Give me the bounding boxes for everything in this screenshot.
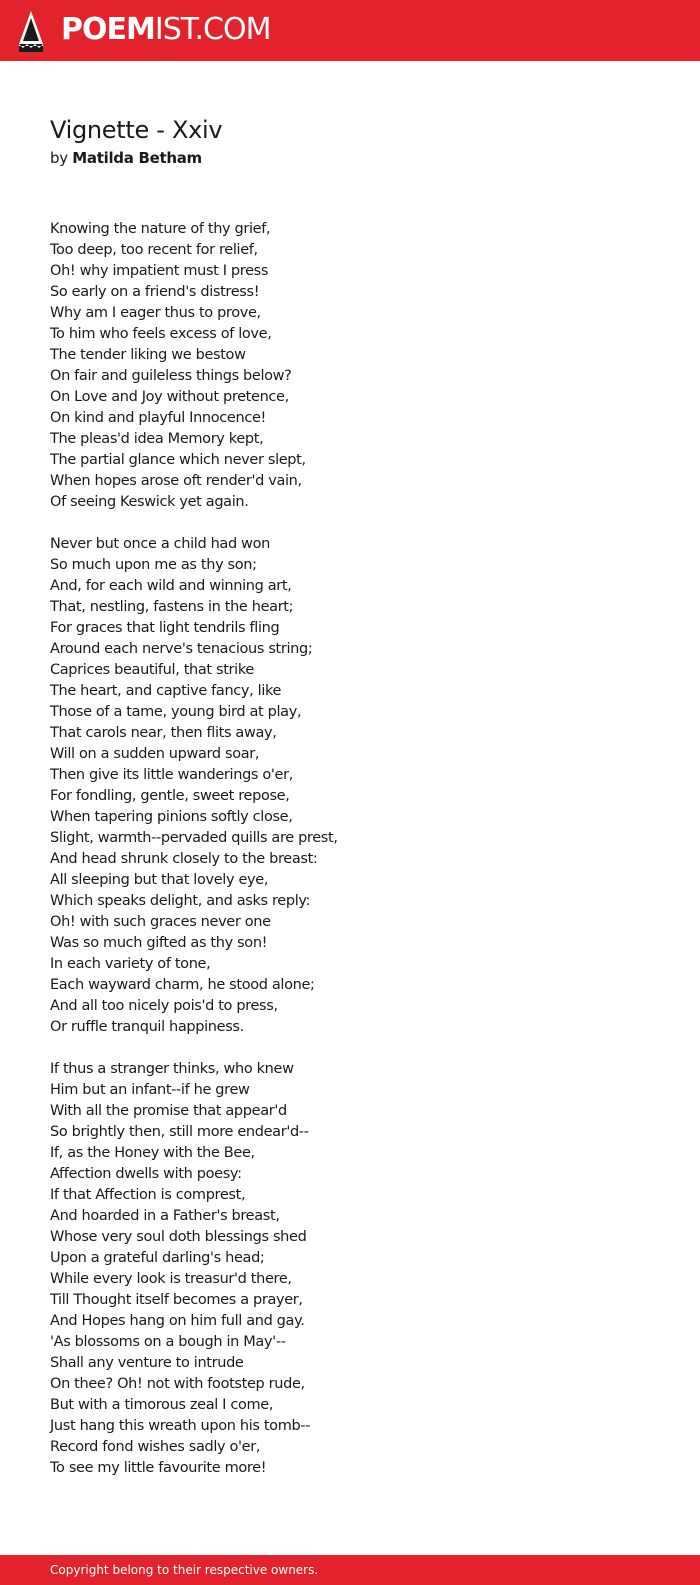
poem-line: So much upon me as thy son; bbox=[50, 557, 257, 573]
poem-line: Never but once a child had won bbox=[50, 536, 270, 552]
poem-line: The heart, and captive fancy, like bbox=[50, 683, 282, 699]
poem-line: Around each nerve's tenacious string; bbox=[50, 641, 313, 657]
poem-line: Him but an infant--if he grew bbox=[50, 1082, 250, 1098]
poem-line: Or ruffle tranquil happiness. bbox=[50, 1019, 244, 1035]
poem-line: Whose very soul doth blessings shed bbox=[50, 1229, 307, 1245]
poem-line: Till Thought itself becomes a prayer, bbox=[50, 1292, 303, 1308]
poem-line: For fondling, gentle, sweet repose, bbox=[50, 788, 290, 804]
poem-line: All sleeping but that lovely eye, bbox=[50, 872, 269, 888]
author-link[interactable]: Matilda Betham bbox=[72, 149, 202, 167]
poem-line: Will on a sudden upward soar, bbox=[50, 746, 260, 762]
pencil-logo-icon bbox=[18, 10, 44, 52]
poem-line: If, as the Honey with the Bee, bbox=[50, 1145, 255, 1161]
site-logo-text bbox=[61, 12, 270, 48]
poem-line: And hoarded in a Father's breast, bbox=[50, 1208, 280, 1224]
poem-line: Oh! why impatient must I press bbox=[50, 263, 269, 279]
poem-line: And Hopes hang on him full and gay. bbox=[50, 1313, 305, 1329]
poem-line: When tapering pinions softly close, bbox=[50, 809, 293, 825]
poem-line: For graces that light tendrils fling bbox=[50, 620, 280, 636]
poem-line: Slight, warmth--pervaded quills are prest, bbox=[50, 830, 338, 846]
poem-byline bbox=[50, 148, 202, 168]
poem-line: Affection dwells with poesy: bbox=[50, 1166, 242, 1182]
poem-line: In each variety of tone, bbox=[50, 956, 211, 972]
poem-line: Those of a tame, young bird at play, bbox=[50, 704, 302, 720]
by-label: by bbox=[50, 149, 68, 167]
site-footer bbox=[0, 1555, 700, 1585]
poem-line: Caprices beautiful, that strike bbox=[50, 662, 254, 678]
poem-line: But with a timorous zeal I come, bbox=[50, 1397, 274, 1413]
footer-copyright: Copyright belong to their respective owners. bbox=[50, 1563, 319, 1577]
poem-line: Upon a grateful darling's head; bbox=[50, 1250, 265, 1266]
poem-stanza bbox=[50, 1059, 670, 1479]
poem-line: To him who feels excess of love, bbox=[50, 326, 272, 342]
poem-line: Then give its little wanderings o'er, bbox=[50, 767, 293, 783]
poem-line: Just hang this wreath upon his tomb-- bbox=[50, 1418, 311, 1434]
poem-line: So brightly then, still more endear'd-- bbox=[50, 1124, 309, 1140]
poem-title: Vignette - Xxiv bbox=[50, 116, 223, 144]
poem-line: Why am I eager thus to prove, bbox=[50, 305, 261, 321]
poem-line: Oh! with such graces never one bbox=[50, 914, 271, 930]
poem-line: And, for each wild and winning art, bbox=[50, 578, 292, 594]
logo-light-part: IST.COM bbox=[154, 12, 271, 47]
site-header bbox=[0, 0, 700, 61]
poem-line: When hopes arose oft render'd vain, bbox=[50, 473, 302, 489]
poem-line: Knowing the nature of thy grief, bbox=[50, 221, 271, 237]
poem-line: So early on a friend's distress! bbox=[50, 284, 260, 300]
poem-line: Record fond wishes sadly o'er, bbox=[50, 1439, 261, 1455]
poem-line: If that Affection is comprest, bbox=[50, 1187, 246, 1203]
poem-line: On fair and guileless things below? bbox=[50, 368, 292, 384]
poem-line: That, nestling, fastens in the heart; bbox=[50, 599, 294, 615]
poem-line: With all the promise that appear'd bbox=[50, 1103, 287, 1119]
poem-line: To see my little favourite more! bbox=[50, 1460, 267, 1476]
poem-body bbox=[50, 219, 670, 1500]
poem-line: Which speaks delight, and asks reply: bbox=[50, 893, 311, 909]
poem-line: And head shrunk closely to the breast: bbox=[50, 851, 318, 867]
poem-line: 'As blossoms on a bough in May'-- bbox=[50, 1334, 286, 1350]
poem-line: And all too nicely pois'd to press, bbox=[50, 998, 278, 1014]
poem-line: On Love and Joy without pretence, bbox=[50, 389, 289, 405]
poem-line: Shall any venture to intrude bbox=[50, 1355, 244, 1371]
poem-line: While every look is treasur'd there, bbox=[50, 1271, 292, 1287]
poem-line: If thus a stranger thinks, who knew bbox=[50, 1061, 294, 1077]
poem-line: The partial glance which never slept, bbox=[50, 452, 306, 468]
poem-line: Each wayward charm, he stood alone; bbox=[50, 977, 315, 993]
logo-bold-part: POEM bbox=[61, 12, 155, 47]
poem-line: On thee? Oh! not with footstep rude, bbox=[50, 1376, 305, 1392]
poem-stanza bbox=[50, 534, 670, 1038]
poem-stanza bbox=[50, 219, 670, 513]
poem-line: Of seeing Keswick yet again. bbox=[50, 494, 249, 510]
poem-line: The tender liking we bestow bbox=[50, 347, 246, 363]
poem-line: On kind and playful Innocence! bbox=[50, 410, 266, 426]
poem-line: The pleas'd idea Memory kept, bbox=[50, 431, 264, 447]
poem-line: Too deep, too recent for relief, bbox=[50, 242, 258, 258]
poem-line: Was so much gifted as thy son! bbox=[50, 935, 268, 951]
poem-line: That carols near, then flits away, bbox=[50, 725, 277, 741]
